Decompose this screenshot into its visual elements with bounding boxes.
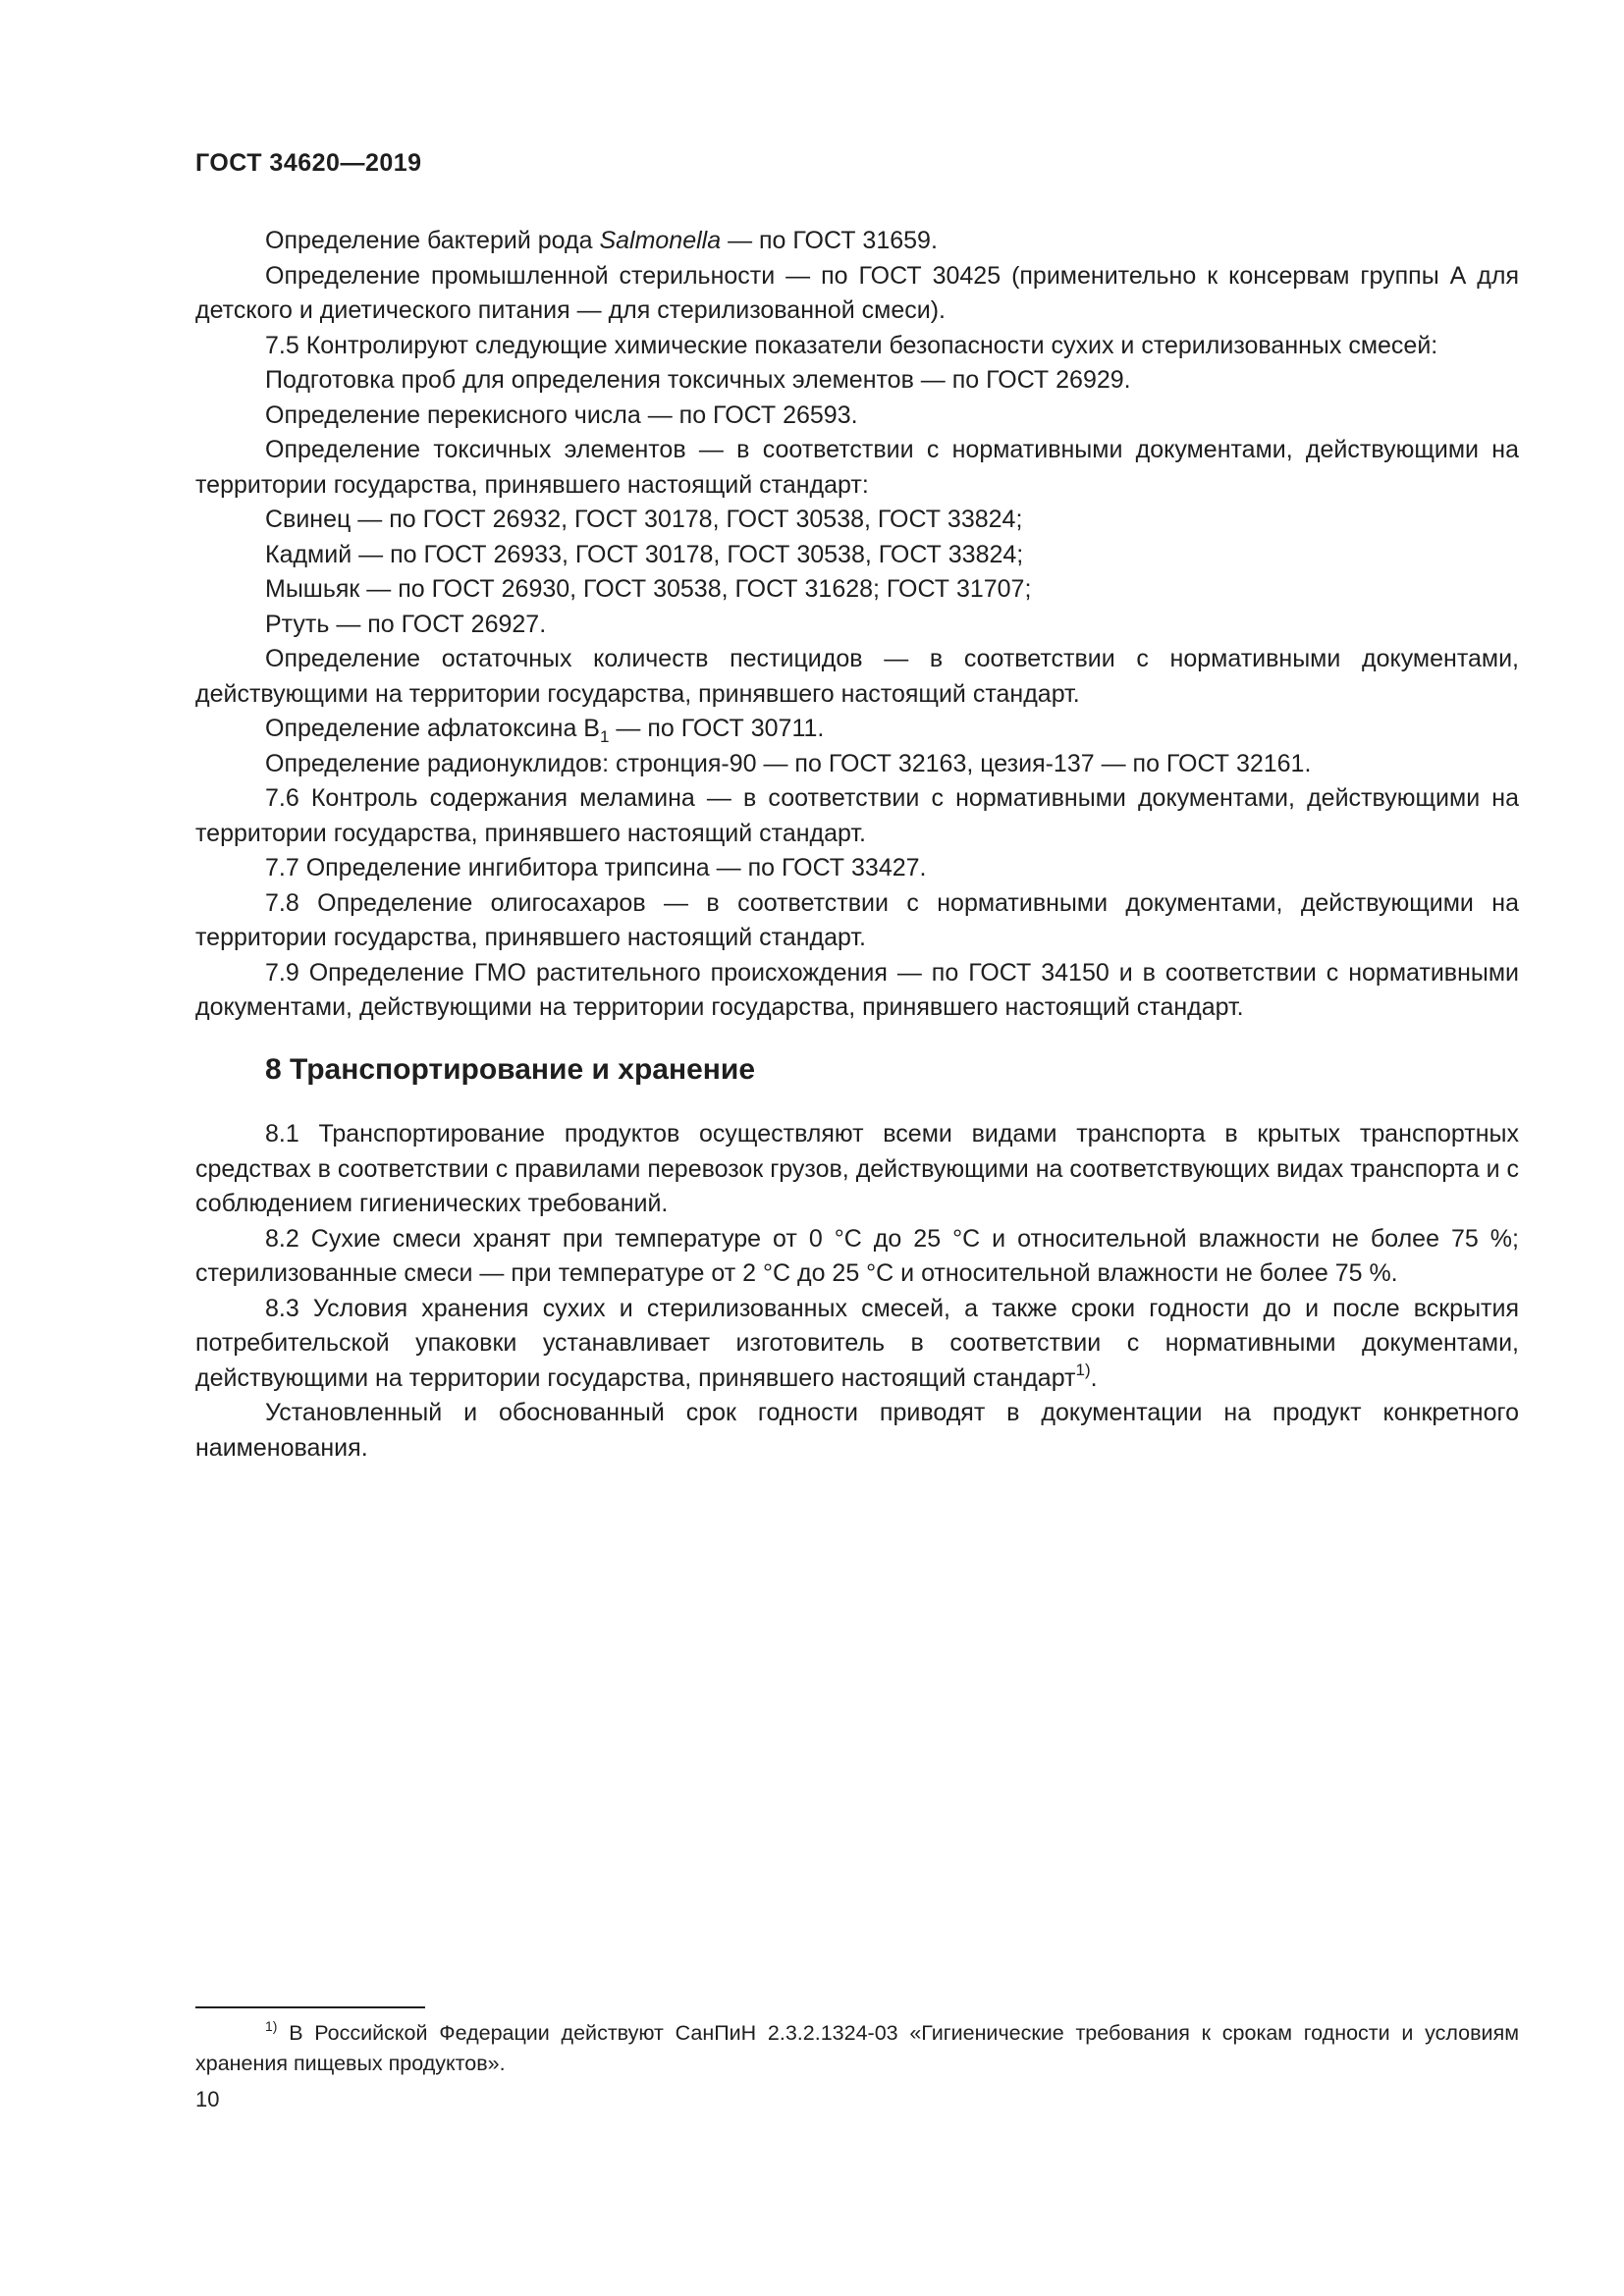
- paragraph-7-6: 7.6 Контроль содержания меламина — в соответствии с нормативными документами, действующими на территории государства, принявшего настоящий стандарт.: [195, 784, 1519, 847]
- footnote-reference[interactable]: 1): [1075, 1360, 1091, 1379]
- paragraph-arsenic: Мышьяк — по ГОСТ 26930, ГОСТ 30538, ГОСТ 31628; ГОСТ 31707;: [265, 575, 1032, 603]
- subscript: 1: [599, 727, 610, 746]
- text-segment: — по ГОСТ 30711.: [609, 715, 825, 742]
- paragraph-7-7: 7.7 Определение ингибитора трипсина — по ГОСТ 33427.: [265, 854, 927, 881]
- paragraph-8-1: 8.1 Транспортирование продуктов осуществляют всеми видами транспорта в крытых транспортных средствах в соответствии с правилами перевозок грузов, действующими на соответствующих видах транспорта и с соблюдением гигиенических требований.: [195, 1120, 1519, 1217]
- paragraph-toxic-elements: Определение токсичных элементов — в соответствии с нормативными документами, действующими на территории государства, принявшего настоящий стандарт:: [195, 436, 1519, 499]
- paragraph-7-9: 7.9 Определение ГМО растительного происхождения — по ГОСТ 34150 и в соответствии с нормативными документами, действующими на территории государства, принявшего настоящий стандарт.: [195, 958, 1519, 1021]
- paragraph-radionuclides: Определение радионуклидов: стронция-90 — по ГОСТ 32163, цезия-137 — по ГОСТ 32161.: [265, 749, 1312, 777]
- text-segment: .: [1090, 1363, 1098, 1392]
- footnote-marker: 1): [265, 2018, 278, 2034]
- paragraph-mercury: Ртуть — по ГОСТ 26927.: [265, 610, 547, 638]
- paragraph-sterility: Определение промышленной стерильности — по ГОСТ 30425 (применительно к консервам группы А для детского и диетического питания — для стерилизованной смеси).: [195, 261, 1519, 324]
- paragraph-7-5: 7.5 Контролируют следующие химические показатели безопасности сухих и стерилизованных смесей:: [265, 331, 1438, 359]
- text-segment: — по ГОСТ 31659.: [721, 227, 938, 254]
- document-code-header: ГОСТ 34620—2019: [195, 149, 422, 177]
- section-heading: 8 Транспортирование и хранение: [265, 1053, 756, 1086]
- footnote-divider: [195, 2006, 425, 2008]
- text-segment: 8.3 Условия хранения сухих и стерилизованных смесей, а также сроки годности до и после вскрытия потребительской упаковки устанавливает изготовитель в соответствии с нормативными документами, действующими на территории государства, принявшего настоящий стандарт: [195, 1294, 1519, 1392]
- italic-term: Salmonella: [599, 227, 722, 254]
- text-segment: Определение афлатоксина В: [265, 715, 600, 742]
- section7-continuation: [195, 224, 1519, 1026]
- paragraph-cadmium: Кадмий — по ГОСТ 26933, ГОСТ 30178, ГОСТ 30538, ГОСТ 33824;: [265, 540, 1024, 568]
- paragraph-sample-prep: Подготовка проб для определения токсичных элементов — по ГОСТ 26929.: [265, 366, 1131, 394]
- paragraph-aflatoxin: [195, 712, 1519, 747]
- text-segment: Определение бактерий рода: [265, 227, 600, 254]
- page-number: 10: [195, 2087, 220, 2111]
- paragraph-8-3: [195, 1292, 1519, 1397]
- section8-body: [195, 1117, 1519, 1466]
- paragraph-lead: Свинец — по ГОСТ 26932, ГОСТ 30178, ГОСТ 30538, ГОСТ 33824;: [265, 506, 1023, 533]
- paragraph-shelf-life: Установленный и обоснованный срок годности приводят в документации на продукт конкретного наименования.: [195, 1399, 1519, 1462]
- paragraph-pesticides: Определение остаточных количеств пестицидов — в соответствии с нормативными документами, действующими на территории государства, принявшего настоящий стандарт.: [195, 645, 1519, 708]
- paragraph-8-2: 8.2 Сухие смеси хранят при температуре от 0 °С до 25 °С и относительной влажности не более 75 %; стерилизованные смеси — при температуре от 2 °С до 25 °С и относительной влажности не более 75 %.: [195, 1224, 1519, 1287]
- paragraph-salmonella: [195, 224, 1519, 259]
- footnote-text: В Российской Федерации действуют СанПиН 2.3.2.1324-03 «Гигиенические требования к срокам годности и условиям хранения пищевых продуктов».: [195, 2021, 1519, 2075]
- paragraph-peroxide: Определение перекисного числа — по ГОСТ 26593.: [265, 400, 858, 429]
- paragraph-7-8: 7.8 Определение олигосахаров — в соответствии с нормативными документами, действующими на территории государства, принявшего настоящий стандарт.: [195, 888, 1519, 951]
- footnote: [195, 2018, 1519, 2079]
